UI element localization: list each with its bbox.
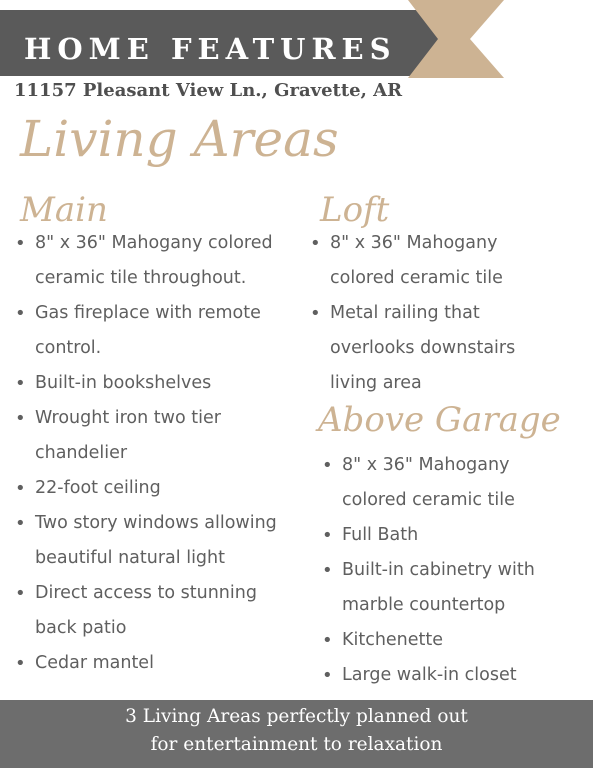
main-heading: Main [20,190,108,230]
list-item: colored ceramic tile [330,268,503,288]
footer-banner [0,700,593,768]
list-item: chandelier [35,443,128,463]
list-item: control. [35,338,102,358]
above-garage-heading: Above Garage [318,400,561,440]
list-item: • Two story windows allowing [13,506,303,541]
list-item: • Large walk-in closet [320,658,590,693]
above-garage-feature-list [320,448,590,693]
footer-line-2: for entertainment to relaxation [150,734,443,755]
list-item: • Built-in cabinetry with [320,553,590,588]
list-item: • Cedar mantel [13,646,303,681]
list-item: back patio [35,618,127,638]
list-item: living area [330,373,422,393]
property-address: 11157 Pleasant View Ln., Gravette, AR [14,80,403,101]
list-item: overlooks downstairs [330,338,516,358]
loft-heading: Loft [320,190,390,230]
list-item: • Gas fireplace with remote [13,296,303,331]
title-banner [0,10,440,76]
list-item: ceramic tile throughout. [35,268,247,288]
list-item: • 8" x 36" Mahogany [308,226,588,261]
list-item: beautiful natural light [35,548,225,568]
section-title: Living Areas [20,110,339,168]
list-item: • 8" x 36" Mahogany colored [13,226,303,261]
list-item: • Metal railing that [308,296,588,331]
list-item: • Wrought iron two tier [13,401,303,436]
page-title: HOME FEATURES [24,32,397,66]
list-item: • Full Bath [320,518,590,553]
list-item: • 22-foot ceiling [13,471,303,506]
list-item: • Direct access to stunning [13,576,303,611]
list-item: colored ceramic tile [342,490,515,510]
loft-feature-list [308,226,588,401]
footer-line-1: 3 Living Areas perfectly planned out [125,706,468,727]
list-item: • 8" x 36" Mahogany [320,448,590,483]
list-item: • Kitchenette [320,623,590,658]
ribbon-arrow-icon [408,0,504,78]
main-feature-list [13,226,303,681]
list-item: • Built-in bookshelves [13,366,303,401]
list-item: marble countertop [342,595,506,615]
